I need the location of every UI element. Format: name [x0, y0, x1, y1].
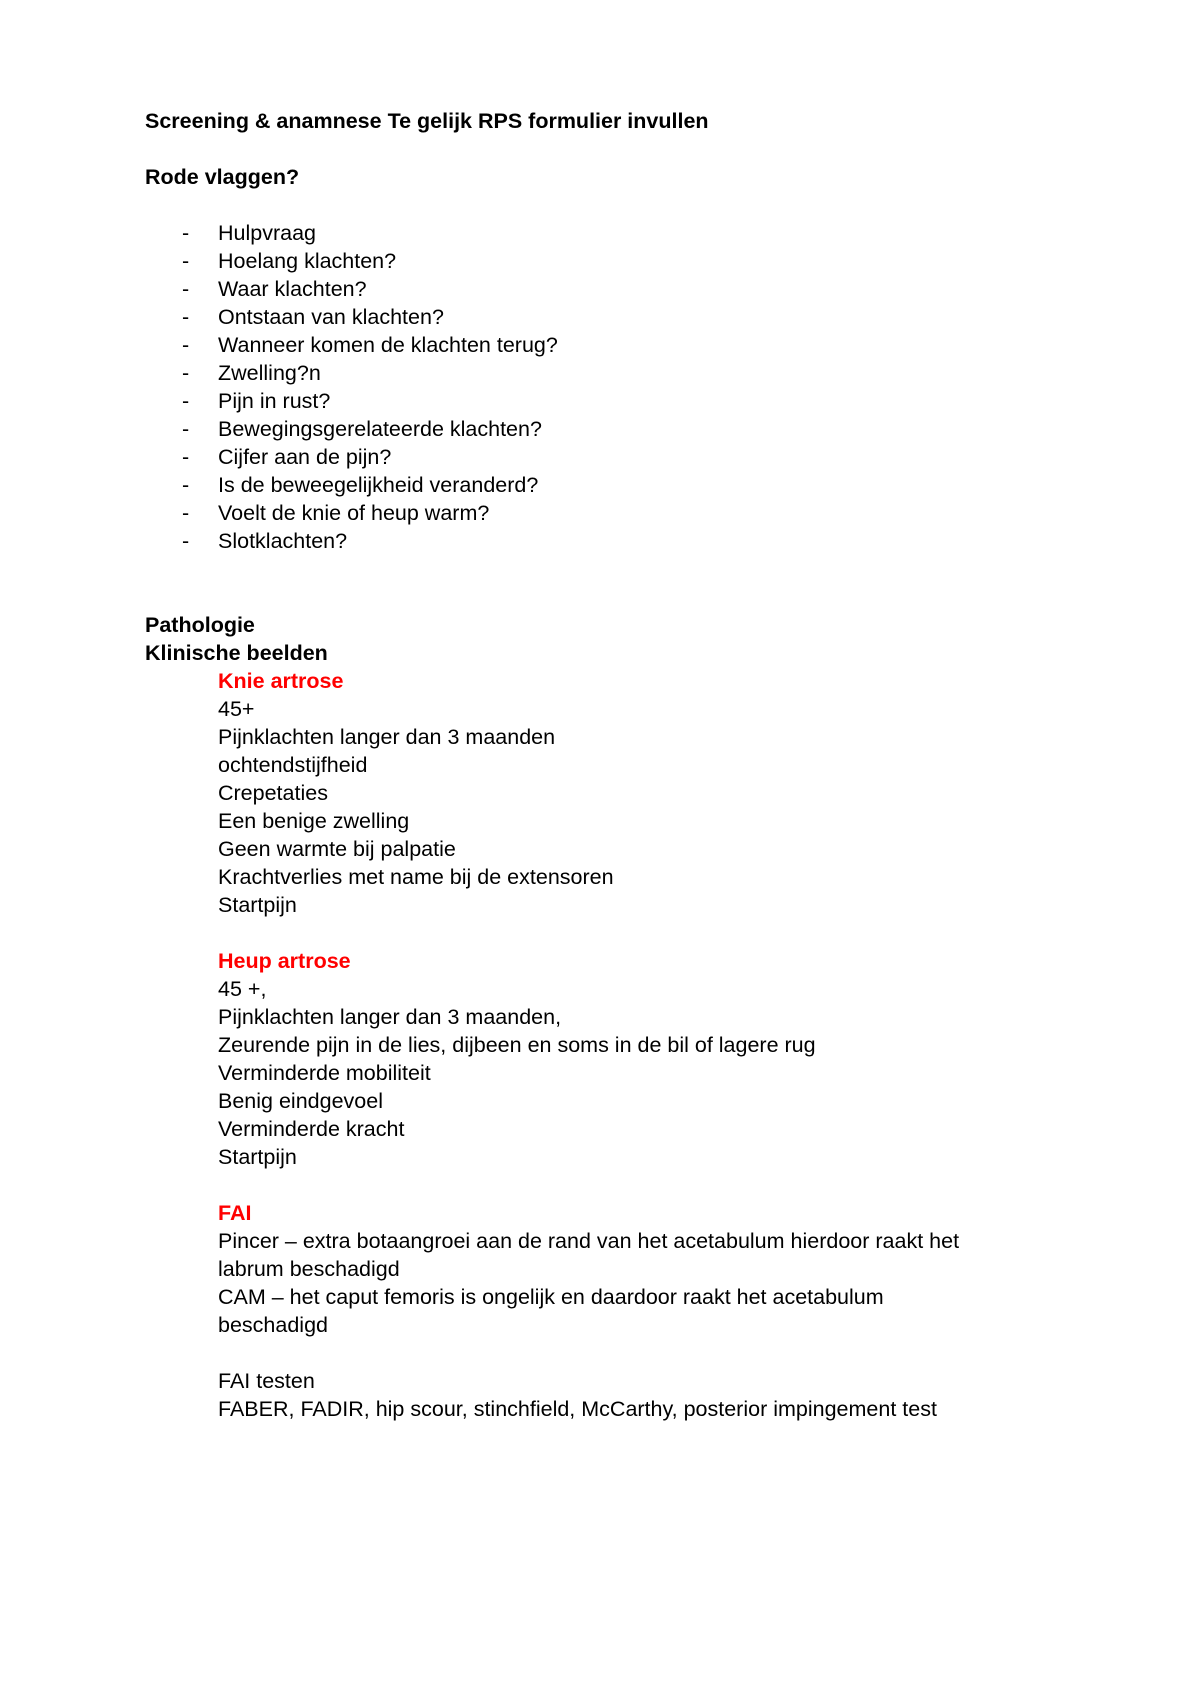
hip-line: Verminderde kracht	[218, 1117, 405, 1141]
fai-line: Pincer – extra botaangroei aan de rand van het acetabulum hierdoor raakt het	[218, 1229, 960, 1253]
knee-line: ochtendstijfheid	[218, 753, 368, 777]
knee-line: Geen warmte bij palpatie	[218, 837, 456, 861]
bullet-dash: -	[182, 501, 190, 525]
bullet-dash: -	[182, 529, 190, 553]
document-heading: Screening & anamnese Te gelijk RPS formulier invullen	[145, 109, 709, 133]
hip-line: Startpijn	[218, 1145, 297, 1169]
fai-tests-title: FAI testen	[218, 1369, 315, 1393]
bullet-dash: -	[182, 389, 190, 413]
knee-line: 45+	[218, 697, 255, 721]
bullet-dash: -	[182, 361, 190, 385]
fai-line: beschadigd	[218, 1313, 328, 1337]
list-item-text: Zwelling?n	[218, 361, 321, 385]
list-item-text: Voelt de knie of heup warm?	[218, 501, 490, 525]
fai-line: labrum beschadigd	[218, 1257, 400, 1281]
list-item-text: Cijfer aan de pijn?	[218, 445, 392, 469]
list-item-text: Waar klachten?	[218, 277, 367, 301]
fai-line: CAM – het caput femoris is ongelijk en daardoor raakt het acetabulum	[218, 1285, 884, 1309]
hip-line: Pijnklachten langer dan 3 maanden,	[218, 1005, 562, 1029]
knee-arthrosis-title: Knie artrose	[218, 669, 344, 693]
list-item-text: Hulpvraag	[218, 221, 316, 245]
bullet-dash: -	[182, 249, 190, 273]
bullet-dash: -	[182, 305, 190, 329]
bullet-dash: -	[182, 221, 190, 245]
bullet-dash: -	[182, 333, 190, 357]
clinical-pictures-title: Klinische beelden	[145, 641, 328, 665]
hip-line: 45 +,	[218, 977, 267, 1001]
knee-line: Pijnklachten langer dan 3 maanden	[218, 725, 556, 749]
hip-line: Benig eindgevoel	[218, 1089, 383, 1113]
list-item-text: Ontstaan van klachten?	[218, 305, 444, 329]
list-item-text: Is de beweegelijkheid veranderd?	[218, 473, 539, 497]
hip-line: Verminderde mobiliteit	[218, 1061, 431, 1085]
list-item-text: Slotklachten?	[218, 529, 348, 553]
bullet-dash: -	[182, 445, 190, 469]
knee-line: Een benige zwelling	[218, 809, 410, 833]
list-item-text: Pijn in rust?	[218, 389, 331, 413]
list-item-text: Hoelang klachten?	[218, 249, 397, 273]
red-flags-title: Rode vlaggen?	[145, 165, 300, 189]
knee-line: Startpijn	[218, 893, 297, 917]
bullet-dash: -	[182, 277, 190, 301]
list-item-text: Wanneer komen de klachten terug?	[218, 333, 558, 357]
fai-tests-list: FABER, FADIR, hip scour, stinchfield, McCarthy, posterior impingement test	[218, 1397, 937, 1421]
bullet-dash: -	[182, 473, 190, 497]
pathology-title: Pathologie	[145, 613, 255, 637]
knee-line: Crepetaties	[218, 781, 328, 805]
knee-line: Krachtverlies met name bij de extensoren	[218, 865, 614, 889]
bullet-dash: -	[182, 417, 190, 441]
hip-arthrosis-title: Heup artrose	[218, 949, 351, 973]
hip-line: Zeurende pijn in de lies, dijbeen en soms in de bil of lagere rug	[218, 1033, 816, 1057]
list-item-text: Bewegingsgerelateerde klachten?	[218, 417, 542, 441]
fai-title: FAI	[218, 1201, 252, 1225]
